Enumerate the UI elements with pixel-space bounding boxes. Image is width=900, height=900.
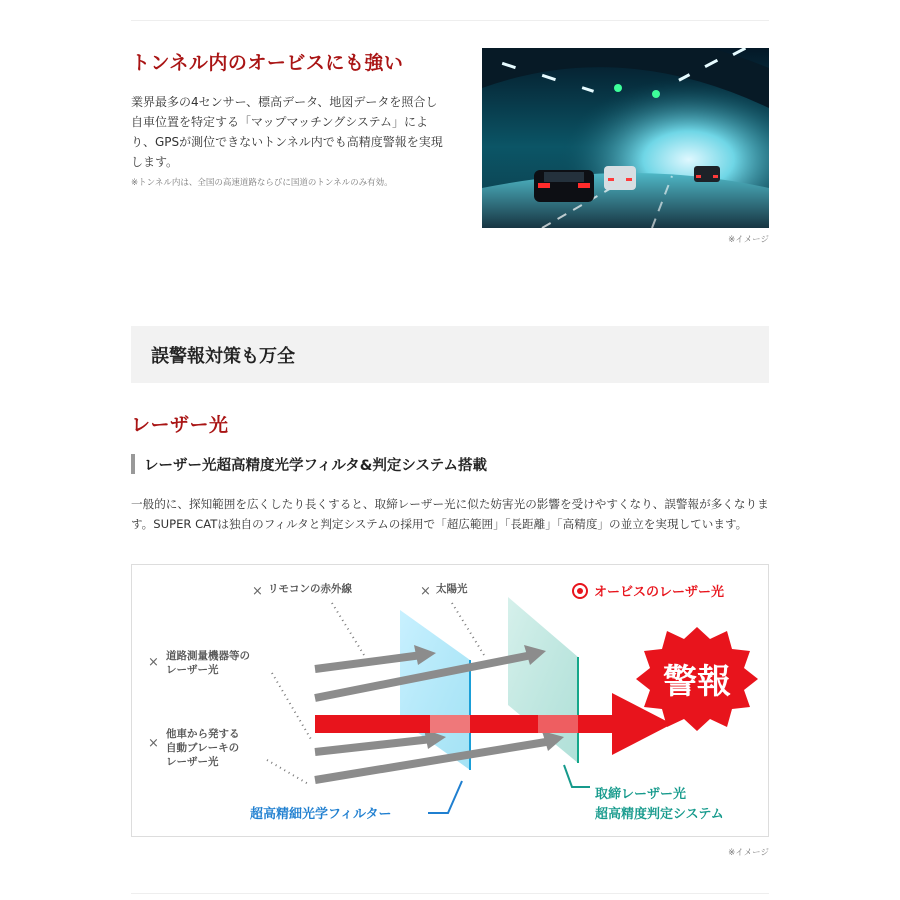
tunnel-photo: [482, 48, 769, 228]
x-mark-icon: ×: [252, 584, 263, 599]
x-mark-icon: ×: [148, 655, 159, 670]
tunnel-body: 業界最多の4センサー、標高データ、地図データを照合し自車位置を特定する「マップマッチングシステム」により、GPSが測位できないトンネル内でも高精度警報を実現します。: [131, 95, 443, 169]
orbis-label: オービスのレーザー光: [594, 585, 725, 600]
alarm-text: 警報: [663, 662, 731, 702]
label-road-line-1: 道路測量機器等の: [166, 650, 250, 662]
orbis-target-icon: [573, 584, 587, 598]
laser-subheading: レーザー光: [131, 414, 229, 436]
label-remocon: リモコンの赤外線: [268, 583, 352, 595]
false-alarm-section-header: [131, 326, 769, 383]
false-alarm-body: 一般的に、探知範囲を広くしたり長くすると、取締レーザー光に似た妨害光の影響を受けやすくなり、誤警報が多くなります。SUPER CATは独自のフィルタと判定システムの採用で「超広範囲」「長距離」「高精度」の並立を実現しています。: [131, 497, 769, 531]
top-divider: [131, 20, 769, 21]
tunnel-footnote: ※トンネル内は、全国の高速道路ならびに国道のトンネルのみ有効。: [131, 178, 393, 188]
label-car-line-1: 他車から発する: [166, 728, 240, 740]
judge-label-leader: [564, 765, 590, 787]
tunnel-image-caption: ※イメージ: [728, 235, 769, 245]
feature-title: レーザー光超高精度光学フィルタ&判定システム搭載: [144, 457, 487, 474]
label-car-line-2: 自動ブレーキの: [166, 742, 240, 754]
tunnel-heading: トンネル内のオービスにも強い: [131, 52, 404, 74]
feature-title-block: [131, 454, 487, 474]
feature-title-bar: [131, 454, 135, 474]
judge-system-panel: [508, 597, 578, 763]
x-mark-icon: ×: [148, 736, 159, 751]
label-sun: 太陽光: [436, 583, 468, 595]
label-road-line-2: レーザー光: [166, 664, 219, 676]
x-mark-icon: ×: [420, 584, 431, 599]
bottom-divider: [131, 893, 769, 894]
judge-label-line-1: 取締レーザー光: [595, 787, 687, 802]
filter-label-leader: [428, 781, 462, 813]
optical-filter-panel: [400, 610, 470, 770]
false-alarm-heading: 誤警報対策も万全: [151, 346, 295, 367]
diagram-image-caption: ※イメージ: [728, 848, 769, 858]
laser-filter-diagram: [131, 564, 769, 837]
filter-label: 超高精細光学フィルター: [250, 807, 392, 822]
label-car-line-3: レーザー光: [166, 756, 219, 768]
judge-label-line-2: 超高精度判定システム: [595, 807, 724, 822]
